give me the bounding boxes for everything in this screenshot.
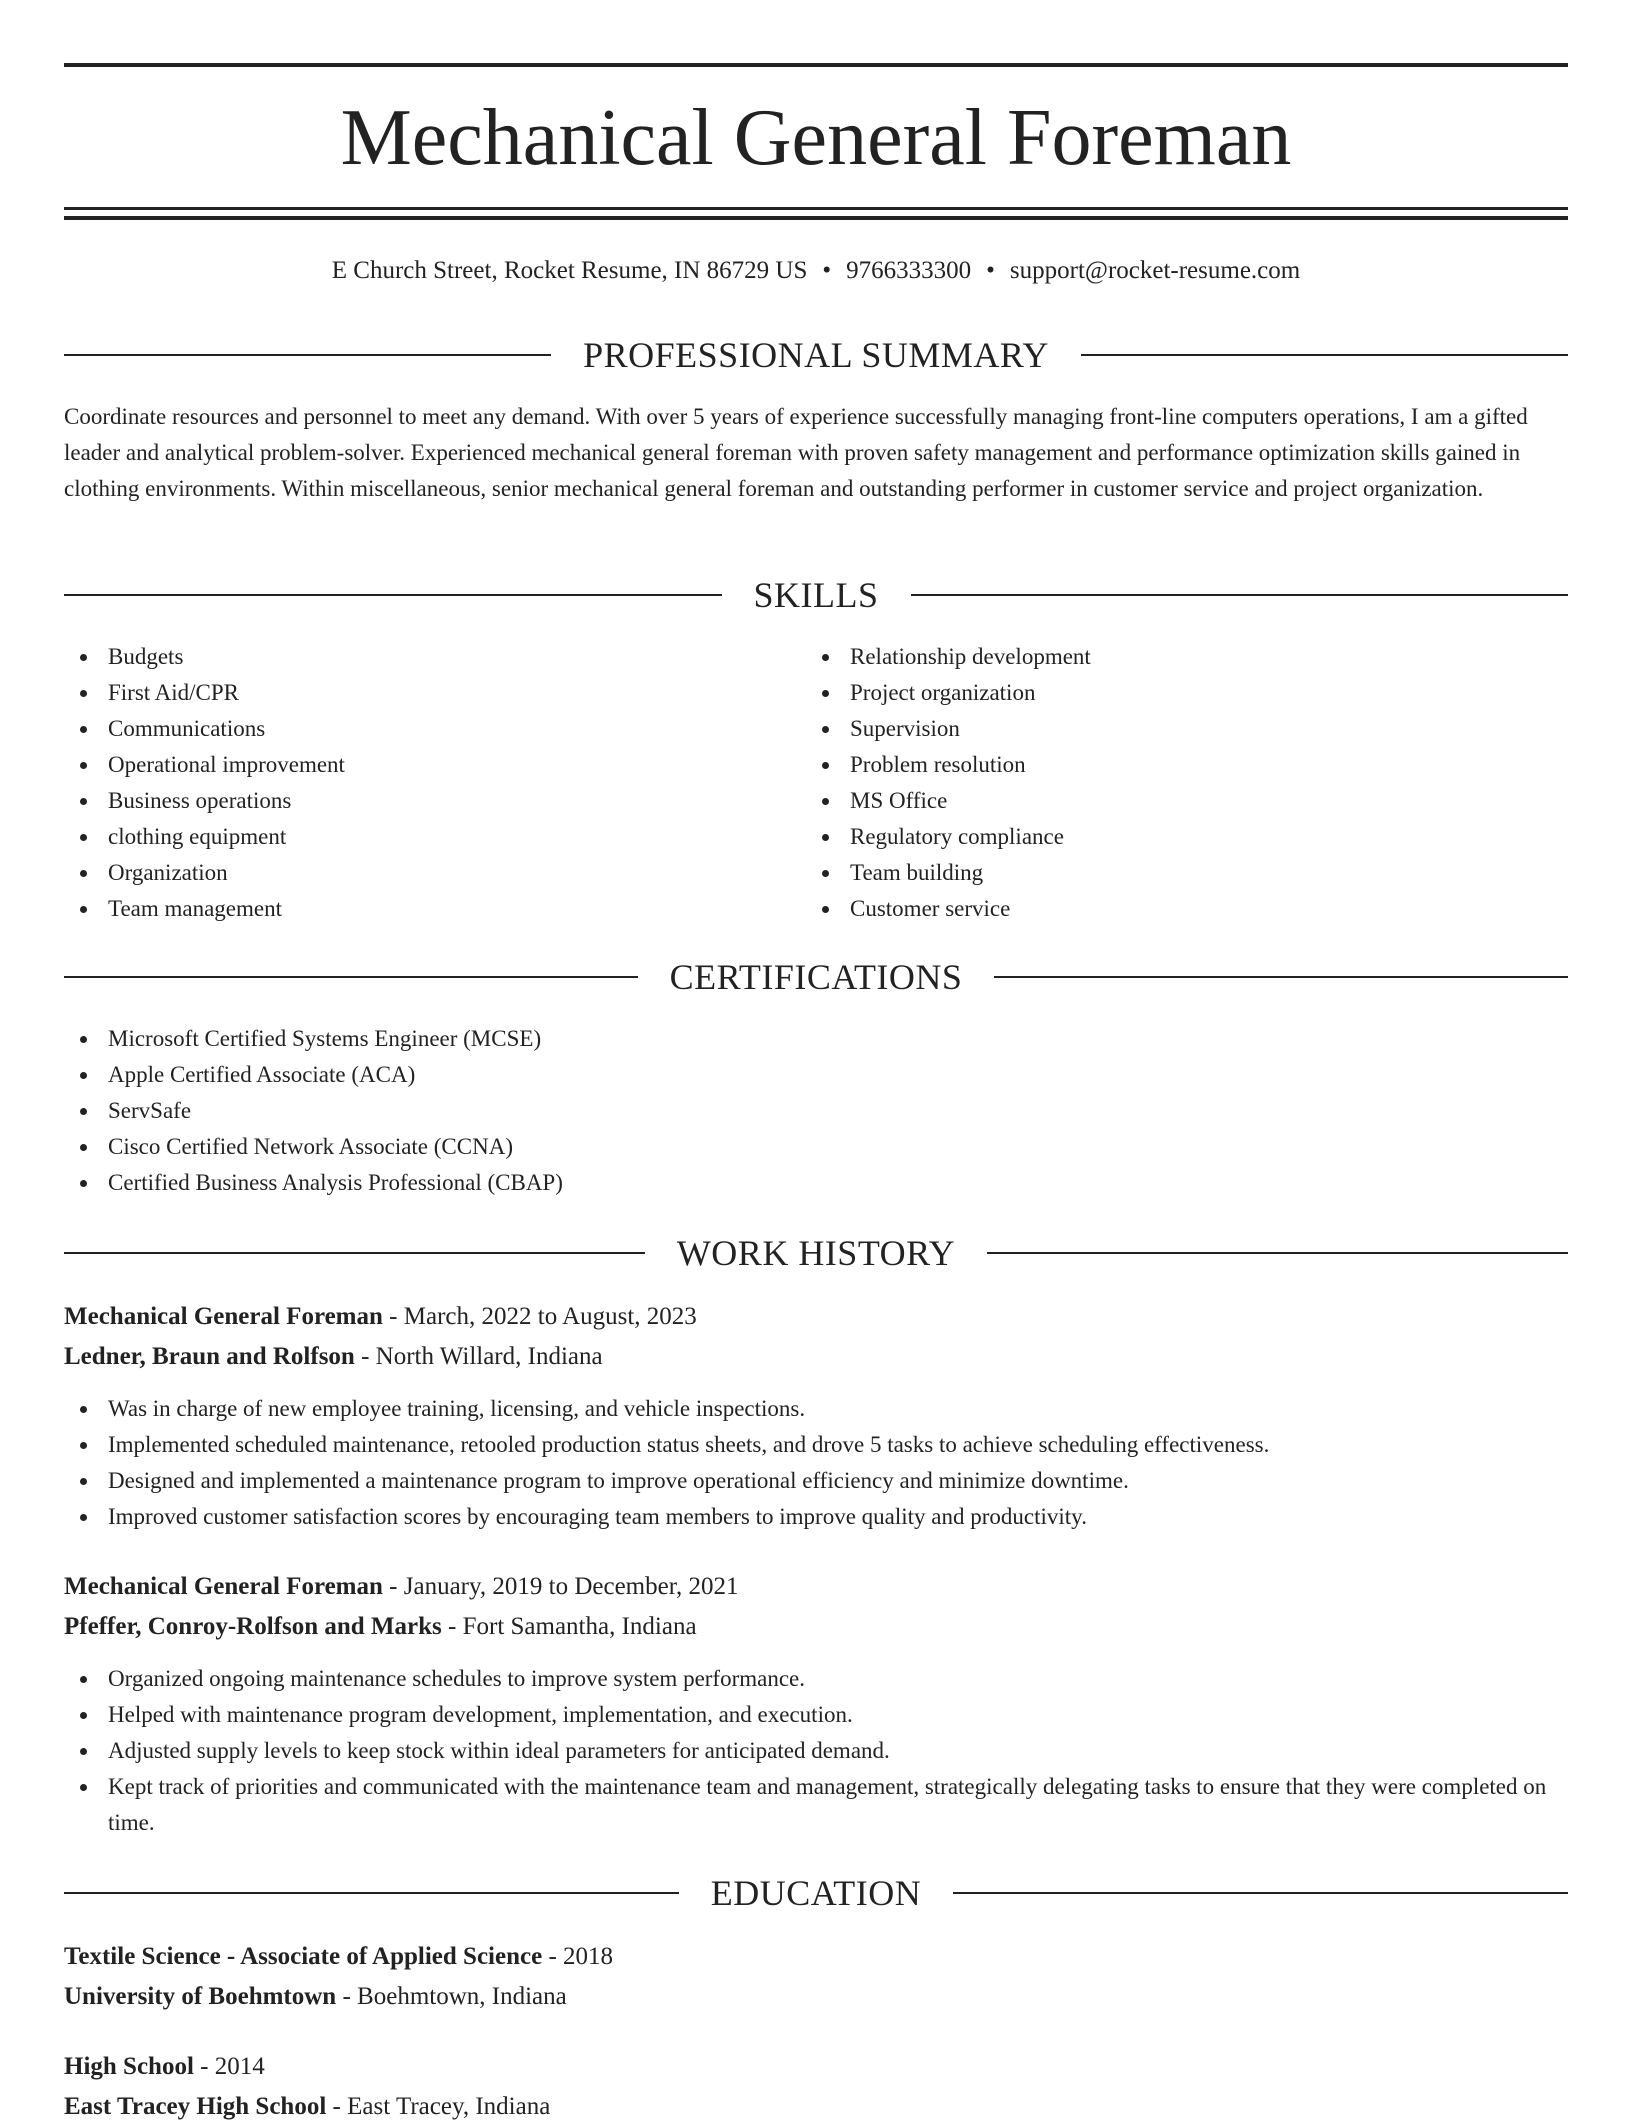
heading-rule — [64, 976, 638, 978]
job-bullet: Was in charge of new employee training, licensing, and vehicle inspections. — [64, 1391, 1568, 1427]
contact-separator: • — [986, 257, 995, 284]
skill-item: Organization — [64, 855, 764, 891]
job-bullet: Organized ongoing maintenance schedules to improve system performance. — [64, 1661, 1568, 1697]
skill-item: Business operations — [64, 783, 764, 819]
certification-item: Microsoft Certified Systems Engineer (MCSE) — [64, 1021, 1464, 1057]
dash: - — [326, 2093, 348, 2120]
heading-rule — [911, 594, 1569, 596]
school-location: East Tracey, Indiana — [347, 2093, 551, 2120]
section-certifications-heading — [64, 955, 1568, 999]
certifications-list — [64, 1021, 1464, 1201]
school-line — [64, 1977, 1568, 2017]
job-title: Mechanical General Foreman — [64, 1573, 383, 1600]
skill-item: clothing equipment — [64, 819, 764, 855]
section-title: SKILLS — [753, 575, 879, 615]
job-bullet: Adjusted supply levels to keep stock within ideal parameters for anticipated demand. — [64, 1733, 1568, 1769]
degree: High School — [64, 2053, 194, 2080]
heading-rule — [1081, 354, 1568, 356]
skill-item: First Aid/CPR — [64, 675, 764, 711]
dash: - — [382, 1303, 404, 1330]
section-title: CERTIFICATIONS — [669, 957, 963, 997]
education-entry — [64, 1937, 1568, 2017]
certification-item: Cisco Certified Network Associate (CCNA) — [64, 1129, 1464, 1165]
contact-line — [64, 254, 1568, 288]
skill-item: Project organization — [806, 675, 1506, 711]
skill-item: Regulatory compliance — [806, 819, 1506, 855]
job-entry — [64, 1567, 1568, 1841]
degree-line — [64, 2047, 1568, 2087]
skill-item: Customer service — [806, 891, 1506, 927]
heading-rule — [64, 594, 722, 596]
skill-item: Operational improvement — [64, 747, 764, 783]
section-title: PROFESSIONAL SUMMARY — [583, 335, 1049, 375]
job-bullet: Helped with maintenance program development, implementation, and execution. — [64, 1697, 1568, 1733]
job-title-line — [64, 1567, 1568, 1607]
heading-rule — [994, 976, 1568, 978]
job-bullet: Improved customer satisfaction scores by encouraging team members to improve quality and productivity. — [64, 1499, 1568, 1535]
school-name: East Tracey High School — [64, 2093, 327, 2120]
job-company: Ledner, Braun and Rolfson — [64, 1343, 355, 1370]
dash: - — [441, 1613, 463, 1640]
job-bullets — [64, 1661, 1568, 1841]
certification-item: ServSafe — [64, 1093, 1464, 1129]
header-top-rule — [64, 63, 1568, 67]
dash: - — [193, 2053, 215, 2080]
skills-list-left — [64, 639, 764, 927]
section-work-heading — [64, 1231, 1568, 1275]
section-title: EDUCATION — [710, 1873, 922, 1913]
job-title-line — [64, 1297, 1568, 1337]
section-title: WORK HISTORY — [676, 1233, 956, 1273]
skill-item: Communications — [64, 711, 764, 747]
section-skills-heading — [64, 573, 1568, 617]
summary-text: Coordinate resources and personnel to meet any demand. With over 5 years of experience successfully managing front-line computers operations, I am a gifted leader and analytical problem-solver. Experienced mechanical general foreman with proven safety management and performance optimization skills gained in clothing environments. Within miscellaneous, senior mechanical general foreman and outstanding performer in customer service and project organization. — [64, 404, 1528, 501]
job-dates: January, 2019 to December, 2021 — [403, 1573, 739, 1600]
school-name: University of Boehmtown — [64, 1983, 337, 2010]
graduation-year: 2014 — [214, 2053, 265, 2080]
section-summary-heading — [64, 333, 1568, 377]
certification-item: Apple Certified Associate (ACA) — [64, 1057, 1464, 1093]
school-location: Boehmtown, Indiana — [357, 1983, 567, 2010]
skill-item: MS Office — [806, 783, 1506, 819]
skill-item: Budgets — [64, 639, 764, 675]
job-company: Pfeffer, Conroy-Rolfson and Marks — [64, 1613, 442, 1640]
contact-phone: 9766333300 — [846, 257, 972, 284]
job-company-line — [64, 1337, 1568, 1377]
heading-rule — [64, 354, 551, 356]
skills-list-right — [806, 639, 1506, 927]
dash: - — [336, 1983, 358, 2010]
job-bullet: Implemented scheduled maintenance, retooled production status sheets, and drove 5 tasks to achieve scheduling effectiveness. — [64, 1427, 1568, 1463]
degree-line — [64, 1937, 1568, 1977]
heading-rule — [64, 1252, 645, 1254]
job-bullets — [64, 1391, 1568, 1535]
job-company-line — [64, 1607, 1568, 1647]
job-bullet: Kept track of priorities and communicated with the maintenance team and management, strategically delegating tasks to ensure that they were completed on time. — [64, 1769, 1568, 1841]
header-double-rule — [64, 207, 1568, 220]
skill-item: Supervision — [806, 711, 1506, 747]
job-location: Fort Samantha, Indiana — [462, 1613, 697, 1640]
candidate-name: Mechanical General Foreman — [340, 94, 1292, 182]
job-title: Mechanical General Foreman — [64, 1303, 383, 1330]
education-entry — [64, 2047, 1568, 2127]
job-entry — [64, 1297, 1568, 1535]
section-education-heading — [64, 1871, 1568, 1915]
heading-rule — [953, 1892, 1568, 1894]
certification-item: Certified Business Analysis Professional (CBAP) — [64, 1165, 1464, 1201]
contact-separator: • — [822, 257, 832, 284]
job-location: North Willard, Indiana — [375, 1343, 603, 1370]
job-bullet: Designed and implemented a maintenance program to improve operational efficiency and minimize downtime. — [64, 1463, 1568, 1499]
job-dates: March, 2022 to August, 2023 — [403, 1303, 697, 1330]
heading-rule — [987, 1252, 1568, 1254]
heading-rule — [64, 1892, 679, 1894]
school-line — [64, 2087, 1568, 2127]
degree: Textile Science - Associate of Applied Science — [64, 1943, 543, 1970]
contact-address: E Church Street, Rocket Resume, IN 86729 US — [331, 257, 808, 284]
skill-item: Problem resolution — [806, 747, 1506, 783]
dash: - — [382, 1573, 404, 1600]
dash: - — [354, 1343, 376, 1370]
skill-item: Team building — [806, 855, 1506, 891]
contact-email: support@rocket-resume.com — [1009, 257, 1301, 284]
graduation-year: 2018 — [563, 1943, 614, 1970]
skill-item: Team management — [64, 891, 764, 927]
dash: - — [542, 1943, 564, 1970]
skill-item: Relationship development — [806, 639, 1506, 675]
